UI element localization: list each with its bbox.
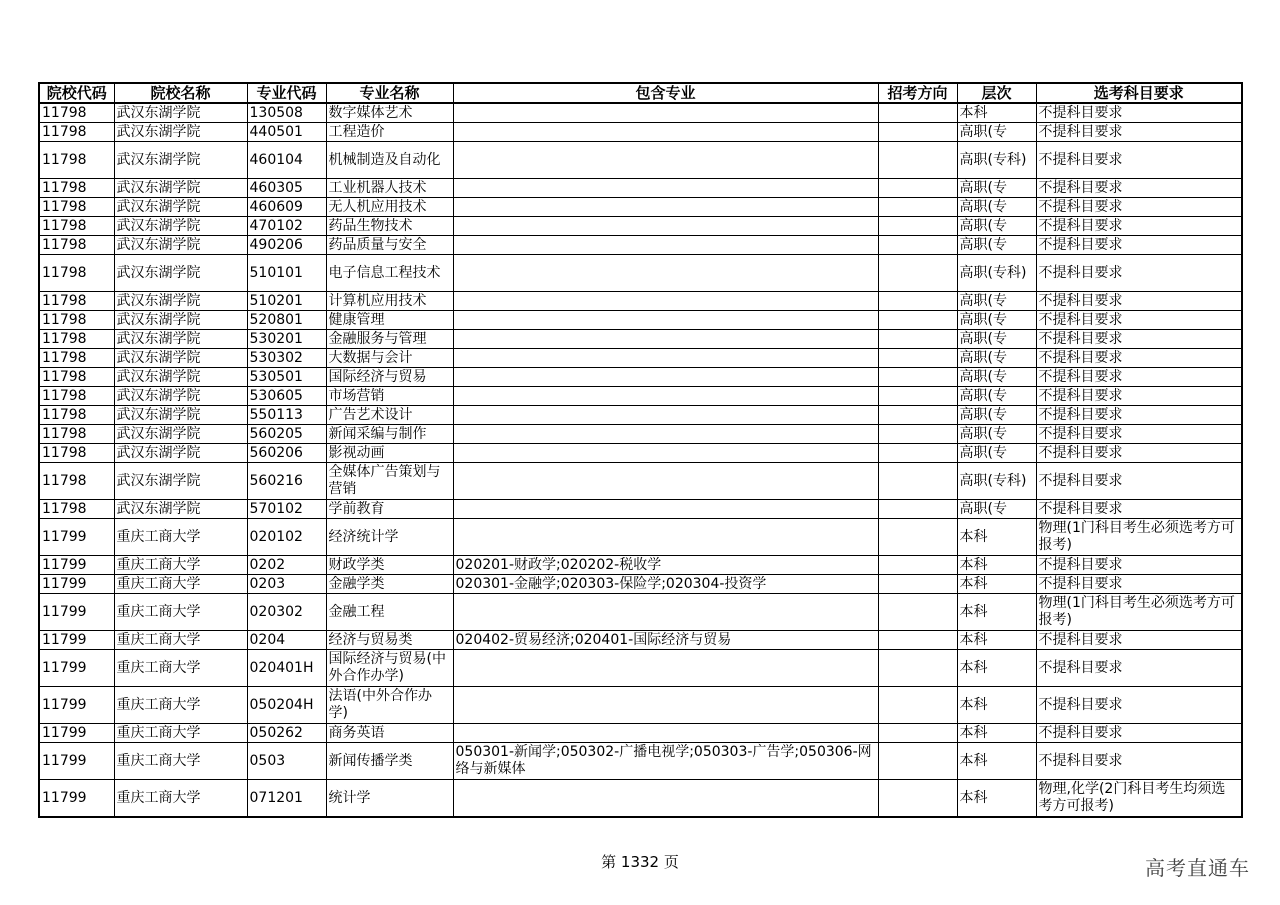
- cell-direction: [878, 123, 957, 142]
- cell-school-name: 重庆工商大学: [114, 687, 247, 724]
- cell-school-name: 重庆工商大学: [114, 724, 247, 743]
- table-row: [39, 406, 1242, 425]
- cell-level: 高职(专: [957, 292, 1036, 311]
- page-number: 第 1332 页: [601, 853, 679, 871]
- cell-major-code: 460305: [247, 179, 326, 198]
- cell-major-code: 470102: [247, 217, 326, 236]
- cell-included-majors: [453, 349, 878, 368]
- cell-included-majors: [453, 650, 878, 687]
- cell-major-name: 国际经济与贸易(中外合作办学): [326, 650, 453, 687]
- cell-subject-requirement: 不提科目要求: [1036, 743, 1242, 780]
- cell-subject-requirement: 不提科目要求: [1036, 650, 1242, 687]
- cell-included-majors: [453, 368, 878, 387]
- cell-direction: [878, 103, 957, 123]
- table-row: [39, 463, 1242, 500]
- table-row: [39, 500, 1242, 519]
- table-row: [39, 631, 1242, 650]
- admissions-table: [38, 82, 1243, 818]
- cell-major-name: 金融工程: [326, 594, 453, 631]
- cell-subject-requirement: 不提科目要求: [1036, 387, 1242, 406]
- cell-included-majors: 020201-财政学;020202-税收学: [453, 556, 878, 575]
- cell-included-majors: [453, 236, 878, 255]
- cell-major-name: 机械制造及自动化: [326, 142, 453, 179]
- cell-level: 高职(专: [957, 198, 1036, 217]
- cell-school-code: 11799: [39, 556, 114, 575]
- cell-school-code: 11798: [39, 368, 114, 387]
- cell-school-code: 11798: [39, 103, 114, 123]
- cell-direction: [878, 556, 957, 575]
- table-row: [39, 743, 1242, 780]
- cell-direction: [878, 179, 957, 198]
- cell-level: 本科: [957, 687, 1036, 724]
- cell-subject-requirement: 物理(1门科目考生必须选考方可报考): [1036, 519, 1242, 556]
- cell-subject-requirement: 不提科目要求: [1036, 330, 1242, 349]
- cell-school-name: 重庆工商大学: [114, 780, 247, 818]
- cell-major-code: 050204H: [247, 687, 326, 724]
- cell-subject-requirement: 不提科目要求: [1036, 406, 1242, 425]
- cell-included-majors: [453, 330, 878, 349]
- cell-major-code: 0503: [247, 743, 326, 780]
- cell-level: 本科: [957, 575, 1036, 594]
- header-level: 层次: [957, 83, 1036, 103]
- cell-subject-requirement: 不提科目要求: [1036, 123, 1242, 142]
- cell-major-name: 经济与贸易类: [326, 631, 453, 650]
- cell-included-majors: [453, 103, 878, 123]
- cell-major-code: 460104: [247, 142, 326, 179]
- cell-direction: [878, 463, 957, 500]
- cell-school-code: 11798: [39, 330, 114, 349]
- cell-major-name: 工业机器人技术: [326, 179, 453, 198]
- cell-included-majors: 020402-贸易经济;020401-国际经济与贸易: [453, 631, 878, 650]
- cell-included-majors: [453, 500, 878, 519]
- cell-subject-requirement: 不提科目要求: [1036, 425, 1242, 444]
- cell-major-name: 计算机应用技术: [326, 292, 453, 311]
- cell-level: 本科: [957, 650, 1036, 687]
- cell-major-name: 药品质量与安全: [326, 236, 453, 255]
- cell-subject-requirement: 不提科目要求: [1036, 349, 1242, 368]
- cell-included-majors: [453, 179, 878, 198]
- cell-included-majors: [453, 724, 878, 743]
- cell-school-name: 重庆工商大学: [114, 556, 247, 575]
- table-row: [39, 519, 1242, 556]
- header-subject-requirement: 选考科目要求: [1036, 83, 1242, 103]
- cell-major-name: 学前教育: [326, 500, 453, 519]
- cell-school-code: 11798: [39, 444, 114, 463]
- cell-level: 高职(专: [957, 368, 1036, 387]
- cell-school-name: 武汉东湖学院: [114, 463, 247, 500]
- cell-direction: [878, 724, 957, 743]
- cell-school-name: 重庆工商大学: [114, 743, 247, 780]
- cell-subject-requirement: 物理,化学(2门科目考生均须选考方可报考): [1036, 780, 1242, 818]
- cell-level: 本科: [957, 103, 1036, 123]
- cell-school-name: 武汉东湖学院: [114, 179, 247, 198]
- cell-subject-requirement: 不提科目要求: [1036, 103, 1242, 123]
- cell-school-name: 重庆工商大学: [114, 519, 247, 556]
- cell-major-code: 0204: [247, 631, 326, 650]
- cell-major-code: 530501: [247, 368, 326, 387]
- cell-school-code: 11798: [39, 463, 114, 500]
- cell-level: 本科: [957, 631, 1036, 650]
- cell-major-code: 560216: [247, 463, 326, 500]
- table-row: [39, 179, 1242, 198]
- cell-major-code: 440501: [247, 123, 326, 142]
- cell-subject-requirement: 不提科目要求: [1036, 255, 1242, 292]
- cell-included-majors: 050301-新闻学;050302-广播电视学;050303-广告学;050306-网络与新媒体: [453, 743, 878, 780]
- table-row: [39, 650, 1242, 687]
- cell-school-name: 武汉东湖学院: [114, 103, 247, 123]
- cell-direction: [878, 500, 957, 519]
- cell-subject-requirement: 不提科目要求: [1036, 198, 1242, 217]
- table-row: [39, 368, 1242, 387]
- cell-school-name: 重庆工商大学: [114, 575, 247, 594]
- header-included-majors: 包含专业: [453, 83, 878, 103]
- cell-major-code: 071201: [247, 780, 326, 818]
- cell-direction: [878, 743, 957, 780]
- cell-school-name: 武汉东湖学院: [114, 368, 247, 387]
- cell-major-name: 无人机应用技术: [326, 198, 453, 217]
- cell-direction: [878, 425, 957, 444]
- cell-major-code: 050262: [247, 724, 326, 743]
- cell-school-name: 武汉东湖学院: [114, 292, 247, 311]
- cell-major-name: 大数据与会计: [326, 349, 453, 368]
- cell-school-name: 武汉东湖学院: [114, 330, 247, 349]
- cell-included-majors: [453, 255, 878, 292]
- cell-direction: [878, 780, 957, 818]
- cell-major-code: 490206: [247, 236, 326, 255]
- table-row: [39, 687, 1242, 724]
- cell-school-code: 11799: [39, 519, 114, 556]
- cell-major-code: 020401H: [247, 650, 326, 687]
- cell-school-code: 11799: [39, 687, 114, 724]
- cell-major-code: 510101: [247, 255, 326, 292]
- cell-level: 高职(专: [957, 500, 1036, 519]
- cell-level: 本科: [957, 556, 1036, 575]
- cell-included-majors: [453, 142, 878, 179]
- cell-included-majors: [453, 519, 878, 556]
- cell-level: 本科: [957, 519, 1036, 556]
- cell-school-name: 重庆工商大学: [114, 631, 247, 650]
- cell-school-code: 11798: [39, 311, 114, 330]
- cell-level: 高职(专: [957, 425, 1036, 444]
- cell-level: 高职(专科): [957, 463, 1036, 500]
- cell-level: 高职(专: [957, 444, 1036, 463]
- cell-direction: [878, 368, 957, 387]
- cell-major-name: 国际经济与贸易: [326, 368, 453, 387]
- cell-school-code: 11799: [39, 575, 114, 594]
- cell-major-code: 020102: [247, 519, 326, 556]
- cell-major-name: 电子信息工程技术: [326, 255, 453, 292]
- cell-major-code: 020302: [247, 594, 326, 631]
- cell-direction: [878, 349, 957, 368]
- cell-school-name: 武汉东湖学院: [114, 255, 247, 292]
- cell-included-majors: [453, 406, 878, 425]
- cell-school-code: 11799: [39, 631, 114, 650]
- cell-major-code: 530605: [247, 387, 326, 406]
- cell-subject-requirement: 物理(1门科目考生必须选考方可报考): [1036, 594, 1242, 631]
- cell-school-code: 11799: [39, 650, 114, 687]
- cell-school-name: 武汉东湖学院: [114, 349, 247, 368]
- cell-level: 高职(专: [957, 311, 1036, 330]
- cell-school-code: 11798: [39, 292, 114, 311]
- table-row: [39, 217, 1242, 236]
- cell-subject-requirement: 不提科目要求: [1036, 463, 1242, 500]
- cell-direction: [878, 444, 957, 463]
- cell-major-name: 新闻传播学类: [326, 743, 453, 780]
- cell-direction: [878, 594, 957, 631]
- cell-included-majors: [453, 444, 878, 463]
- cell-direction: [878, 406, 957, 425]
- cell-major-name: 财政学类: [326, 556, 453, 575]
- cell-major-name: 商务英语: [326, 724, 453, 743]
- cell-included-majors: [453, 463, 878, 500]
- cell-school-name: 武汉东湖学院: [114, 311, 247, 330]
- cell-school-code: 11799: [39, 743, 114, 780]
- cell-included-majors: [453, 425, 878, 444]
- cell-level: 本科: [957, 780, 1036, 818]
- table-header-row: [39, 83, 1242, 103]
- table-row: [39, 444, 1242, 463]
- cell-direction: [878, 217, 957, 236]
- cell-direction: [878, 687, 957, 724]
- table-row: [39, 349, 1242, 368]
- cell-subject-requirement: 不提科目要求: [1036, 179, 1242, 198]
- cell-included-majors: [453, 311, 878, 330]
- cell-school-name: 重庆工商大学: [114, 650, 247, 687]
- cell-direction: [878, 198, 957, 217]
- cell-school-code: 11798: [39, 349, 114, 368]
- table-row: [39, 311, 1242, 330]
- table-row: [39, 123, 1242, 142]
- cell-major-name: 经济统计学: [326, 519, 453, 556]
- table-row: [39, 575, 1242, 594]
- cell-major-name: 健康管理: [326, 311, 453, 330]
- cell-subject-requirement: 不提科目要求: [1036, 292, 1242, 311]
- cell-level: 高职(专: [957, 236, 1036, 255]
- cell-included-majors: [453, 780, 878, 818]
- header-direction: 招考方向: [878, 83, 957, 103]
- table-row: [39, 425, 1242, 444]
- cell-major-name: 影视动画: [326, 444, 453, 463]
- cell-direction: [878, 311, 957, 330]
- cell-level: 高职(专: [957, 406, 1036, 425]
- cell-included-majors: [453, 198, 878, 217]
- cell-major-name: 法语(中外合作办学): [326, 687, 453, 724]
- watermark: 高考直通车: [1145, 856, 1250, 880]
- cell-school-name: 武汉东湖学院: [114, 444, 247, 463]
- cell-school-code: 11798: [39, 406, 114, 425]
- cell-major-code: 530201: [247, 330, 326, 349]
- cell-major-code: 0202: [247, 556, 326, 575]
- cell-major-name: 广告艺术设计: [326, 406, 453, 425]
- cell-major-name: 新闻采编与制作: [326, 425, 453, 444]
- table-row: [39, 292, 1242, 311]
- cell-included-majors: [453, 217, 878, 236]
- cell-subject-requirement: 不提科目要求: [1036, 217, 1242, 236]
- cell-major-code: 560205: [247, 425, 326, 444]
- table-row: [39, 724, 1242, 743]
- cell-school-code: 11798: [39, 236, 114, 255]
- cell-school-code: 11799: [39, 594, 114, 631]
- cell-included-majors: [453, 594, 878, 631]
- table-row: [39, 198, 1242, 217]
- cell-subject-requirement: 不提科目要求: [1036, 575, 1242, 594]
- cell-major-code: 550113: [247, 406, 326, 425]
- table-row: [39, 556, 1242, 575]
- cell-school-code: 11798: [39, 500, 114, 519]
- cell-subject-requirement: 不提科目要求: [1036, 724, 1242, 743]
- cell-major-code: 570102: [247, 500, 326, 519]
- cell-major-name: 数字媒体艺术: [326, 103, 453, 123]
- cell-school-name: 武汉东湖学院: [114, 123, 247, 142]
- cell-level: 高职(专科): [957, 142, 1036, 179]
- cell-major-name: 统计学: [326, 780, 453, 818]
- cell-direction: [878, 519, 957, 556]
- table-row: [39, 255, 1242, 292]
- cell-school-code: 11798: [39, 217, 114, 236]
- cell-direction: [878, 330, 957, 349]
- cell-major-name: 市场营销: [326, 387, 453, 406]
- cell-level: 本科: [957, 594, 1036, 631]
- cell-subject-requirement: 不提科目要求: [1036, 556, 1242, 575]
- cell-school-code: 11798: [39, 179, 114, 198]
- cell-level: 高职(专: [957, 217, 1036, 236]
- header-major-name: 专业名称: [326, 83, 453, 103]
- cell-major-code: 530302: [247, 349, 326, 368]
- cell-level: 高职(专: [957, 179, 1036, 198]
- cell-school-code: 11798: [39, 255, 114, 292]
- table-row: [39, 103, 1242, 123]
- cell-school-name: 武汉东湖学院: [114, 217, 247, 236]
- cell-school-code: 11798: [39, 425, 114, 444]
- cell-major-code: 460609: [247, 198, 326, 217]
- table-row: [39, 142, 1242, 179]
- cell-school-name: 武汉东湖学院: [114, 236, 247, 255]
- header-school-name: 院校名称: [114, 83, 247, 103]
- cell-direction: [878, 236, 957, 255]
- header-school-code: 院校代码: [39, 83, 114, 103]
- cell-subject-requirement: 不提科目要求: [1036, 444, 1242, 463]
- cell-subject-requirement: 不提科目要求: [1036, 500, 1242, 519]
- table-row: [39, 330, 1242, 349]
- cell-direction: [878, 575, 957, 594]
- cell-major-code: 520801: [247, 311, 326, 330]
- cell-level: 高职(专科): [957, 255, 1036, 292]
- cell-included-majors: [453, 292, 878, 311]
- cell-major-code: 130508: [247, 103, 326, 123]
- cell-included-majors: [453, 387, 878, 406]
- cell-major-name: 药品生物技术: [326, 217, 453, 236]
- cell-major-code: 560206: [247, 444, 326, 463]
- cell-included-majors: [453, 123, 878, 142]
- cell-school-code: 11799: [39, 724, 114, 743]
- table-body: [39, 103, 1242, 817]
- cell-school-code: 11798: [39, 142, 114, 179]
- cell-included-majors: 020301-金融学;020303-保险学;020304-投资学: [453, 575, 878, 594]
- cell-level: 本科: [957, 724, 1036, 743]
- cell-level: 高职(专: [957, 330, 1036, 349]
- cell-major-name: 全媒体广告策划与营销: [326, 463, 453, 500]
- table-row: [39, 780, 1242, 818]
- cell-subject-requirement: 不提科目要求: [1036, 368, 1242, 387]
- cell-school-name: 武汉东湖学院: [114, 425, 247, 444]
- cell-direction: [878, 387, 957, 406]
- cell-school-code: 11798: [39, 387, 114, 406]
- cell-major-name: 工程造价: [326, 123, 453, 142]
- cell-school-name: 武汉东湖学院: [114, 142, 247, 179]
- cell-direction: [878, 142, 957, 179]
- cell-subject-requirement: 不提科目要求: [1036, 311, 1242, 330]
- header-major-code: 专业代码: [247, 83, 326, 103]
- cell-subject-requirement: 不提科目要求: [1036, 631, 1242, 650]
- cell-major-code: 510201: [247, 292, 326, 311]
- cell-subject-requirement: 不提科目要求: [1036, 142, 1242, 179]
- cell-subject-requirement: 不提科目要求: [1036, 236, 1242, 255]
- table-row: [39, 236, 1242, 255]
- cell-school-name: 武汉东湖学院: [114, 198, 247, 217]
- cell-direction: [878, 255, 957, 292]
- cell-level: 高职(专: [957, 123, 1036, 142]
- cell-school-code: 11798: [39, 198, 114, 217]
- cell-subject-requirement: 不提科目要求: [1036, 687, 1242, 724]
- cell-major-name: 金融学类: [326, 575, 453, 594]
- table-row: [39, 594, 1242, 631]
- cell-included-majors: [453, 687, 878, 724]
- cell-school-name: 武汉东湖学院: [114, 500, 247, 519]
- cell-major-code: 0203: [247, 575, 326, 594]
- cell-level: 高职(专: [957, 387, 1036, 406]
- cell-direction: [878, 650, 957, 687]
- cell-level: 本科: [957, 743, 1036, 780]
- cell-school-name: 重庆工商大学: [114, 594, 247, 631]
- cell-school-code: 11798: [39, 123, 114, 142]
- table-row: [39, 387, 1242, 406]
- cell-direction: [878, 292, 957, 311]
- cell-school-name: 武汉东湖学院: [114, 387, 247, 406]
- cell-level: 高职(专: [957, 349, 1036, 368]
- cell-direction: [878, 631, 957, 650]
- cell-school-name: 武汉东湖学院: [114, 406, 247, 425]
- cell-school-code: 11799: [39, 780, 114, 818]
- cell-major-name: 金融服务与管理: [326, 330, 453, 349]
